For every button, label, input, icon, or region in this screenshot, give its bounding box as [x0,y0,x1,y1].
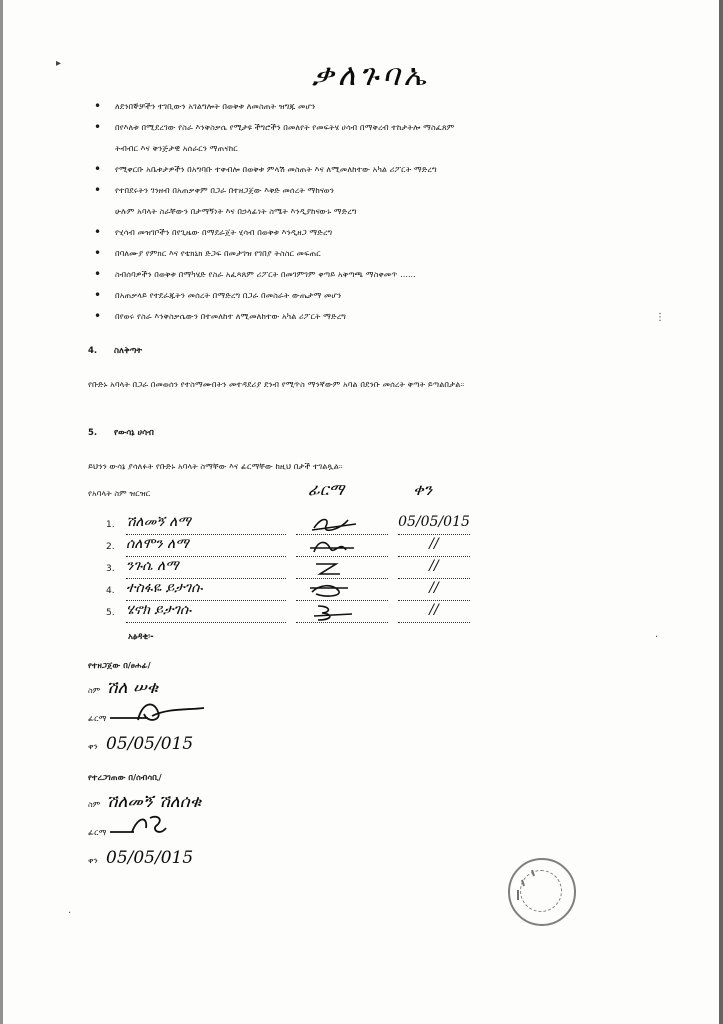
table-row: 1. ሽለመኝ ለማ 05/05/015 [106,514,476,536]
date-column-header: ቀን [413,480,433,499]
prepared-by-signature-field: ፊርማ [88,704,228,726]
table-row: 5. ሄኖክ ይታገሱ // [106,602,476,624]
member-signature [296,536,388,557]
member-name: ሽለመኝ ለማ [126,514,286,535]
verified-by-date: 05/05/015 [106,848,194,868]
prepared-by-label: የተዘጋጀው በ/ፀሐፊ/ [88,660,151,670]
page-title: ቃለጉባኤ [312,58,431,93]
verified-by-signature-field: ፊርማ [88,818,228,840]
member-name: ሰለሞን ለማ [126,536,286,557]
member-signature [296,602,388,623]
approval-heading: አፅዳቂ፡- [128,632,154,642]
list-item: • በየወሩ የስራ እንቅስቃሴውን በተመለከተ ለሚመለከተው አካል ሪፖርት ማድረግ [92,306,692,327]
section-5-text: ይህንን ውሳኔ ያሳለፉት የቡድኑ አባላት ስማቸው እና ፊርማቸው ከዚህ በታች ተገልጿል። [88,461,343,471]
member-date: // [398,558,470,579]
list-item: • ለደንበኞቻችን ተገቢውን አገልግሎት በወቅቱ ለመስጠት ዝግጁ መሆን [92,96,692,117]
list-item: • ስብሰባዎችን በወቅቱ በማካሄድ የስራ አፈጻጸም ሪፖርት በመገምገም ቀጣይ አቅጣጫ ማስቀመጥ ...... [92,264,692,285]
document-page: ቃለጉባኤ • ለደንበኞቻችን ተገቢውን አገልግሎት በወቅቱ ለመስጠት ዝግጁ መሆን • በየእለቱ በሚደረገው የስራ እንቅስቃሴ የሚታዩ ችግሮችን በመለየት የመፍትሄ ሀሳብ በማቅረብ ተከታትሎ ማስፈጸም ትብብር እና ቅንጅታዊ አሰራርን ማጠናከር • የሚቀርቡ አቤቱታዎችን በአግባቡ ተቀብሎ በወቅቱ ምላሽ መስጠት እና ለሚመለከተው አካል ሪፖርት ማድረግ • የተበደሩትን ገንዘብ በአጠቃቀም በጋራ በተዘጋጀው እቅድ መሰረት ማከናወን ሁሉም አባላት ስራቸውን በታማኝነት እና በኃላፊነት ስሜት እንዲያከናውኑ ማድረግ • የሂሳብ መዝገቦችን በየጊዜው በማደራጀት ሂሳብ በወቅቱ እንዲዘጋ ማድረግ • በባለሙያ የምክር እና የቴክኒክ ድጋፍ በመታገዝ የገበያ ትስስር መፍጠር • ስብሰባዎችን በወቅቱ በማካሄድ የስራ አፈጻጸም ሪፖርት በመገምገም ቀጣይ አቅጣጫ ማስቀመጥ ...... • በአጠቃላይ የተደራጁትን መሰረት በማድረግ በጋራ በመስራት ውጤታማ መሆን • በየወሩ የስራ እንቅስቃሴውን በተመለከተ ለሚመለከተው አካል ሪፖርት ማድረግ 4. ስለቅጣት የቡድኑ አባላት በጋራ በመወሰን የተስማሙበትን መተዳደሪያ ደንብ የሚጥስ ማንኛውም አባል በደንቡ መሰረት ቅጣት ይጣልበታል። 5. የውሳኔ ሀሳብ ይህንን ውሳኔ ያሳለፉት የቡድኑ አባላት ስማቸው እና ፊርማቸው ከዚህ በታች ተገልጿል። የአባላት ስም ዝርዝር ፊርማ ቀን 1. ሽለመኝ ለማ 05/05/015 2. ሰለሞን ለማ // 3. ንጉሴ ለማ // 4. ተስፋዬ ይታገሱ // 5. ሄኖክ ይታገሱ // አፅዳቂ፡- የተዘጋጀው በ/ፀሐፊ/ ስም ሽለ ሠቁ ፊርማ ቀን 05/05/015 የተረጋገጠው በ/ሰብሳቢ/ ስም ሽለመኝ ሽለሰቁ ፊርማ ቀን 05/05/015 ▸ ⋮ · · [0,0,723,1024]
member-signature [296,514,388,535]
scan-speck: ⋮ [655,312,665,323]
list-item: • የሚቀርቡ አቤቱታዎችን በአግባቡ ተቀብሎ በወቅቱ ምላሽ መስጠት እና ለሚመለከተው አካል ሪፖርት ማድረግ [92,159,692,180]
member-date: 05/05/015 [398,514,470,535]
scan-edge-left [0,0,3,1024]
member-name: ንጉሴ ለማ [126,558,286,579]
member-signature [296,558,388,579]
prepared-by-date: 05/05/015 [106,734,194,754]
prepared-by-signature [108,698,218,728]
member-date: // [398,580,470,601]
member-name: ተስፋዬ ይታገሱ [126,580,286,601]
list-item: • የተበደሩትን ገንዘብ በአጠቃቀም በጋራ በተዘጋጀው እቅድ መሰረት ማከናወን ሁሉም አባላት ስራቸውን በታማኝነት እና በኃላፊነት ስሜት እንዲያከናውኑ ማድረግ [92,180,692,222]
prepared-by-name: ሽለ ሠቁ [106,678,159,698]
scan-speck: · [68,908,72,919]
verified-by-label: የተረጋገጠው በ/ሰብሳቢ/ [88,772,162,782]
bullet-list [92,96,692,327]
stamp-marks [510,860,574,924]
signature-column-header: ፊርማ [308,480,345,499]
scan-edge-right [719,0,723,1024]
list-item: • የሂሳብ መዝገቦችን በየጊዜው በማደራጀት ሂሳብ በወቅቱ እንዲዘጋ ማድረግ [92,222,692,243]
list-item: • በአጠቃላይ የተደራጁትን መሰረት በማድረግ በጋራ በመስራት ውጤታማ መሆን [92,285,692,306]
list-item: • በየእለቱ በሚደረገው የስራ እንቅስቃሴ የሚታዩ ችግሮችን በመለየት የመፍትሄ ሀሳብ በማቅረብ ተከታትሎ ማስፈጸም ትብብር እና ቅንጅታዊ አሰራርን ማጠናከር [92,117,692,159]
table-row: 2. ሰለሞን ለማ // [106,536,476,558]
member-name: ሄኖክ ይታገሱ [126,602,286,623]
official-stamp [508,858,576,926]
member-date: // [398,602,470,623]
scan-speck: · [655,632,659,643]
section-4-text: የቡድኑ አባላት በጋራ በመወሰን የተስማሙበትን መተዳደሪያ ደንብ የሚጥስ ማንኛውም አባል በደንቡ መሰረት ቅጣት ይጣልበታል። [88,379,465,389]
section-5-heading: 5. የውሳኔ ሀሳብ [88,428,154,438]
member-list-header: የአባላት ስም ዝርዝር [88,488,151,498]
member-signature [296,580,388,601]
table-row: 3. ንጉሴ ለማ // [106,558,476,580]
table-row: 4. ተስፋዬ ይታገሱ // [106,580,476,602]
verified-by-name: ሽለመኝ ሽለሰቁ [106,792,202,812]
member-date: // [398,536,470,557]
verified-by-signature [108,810,198,840]
list-item: • በባለሙያ የምክር እና የቴክኒክ ድጋፍ በመታገዝ የገበያ ትስስር መፍጠር [92,243,692,264]
section-4-heading: 4. ስለቅጣት [88,346,143,356]
scan-speck: ▸ [56,58,62,69]
